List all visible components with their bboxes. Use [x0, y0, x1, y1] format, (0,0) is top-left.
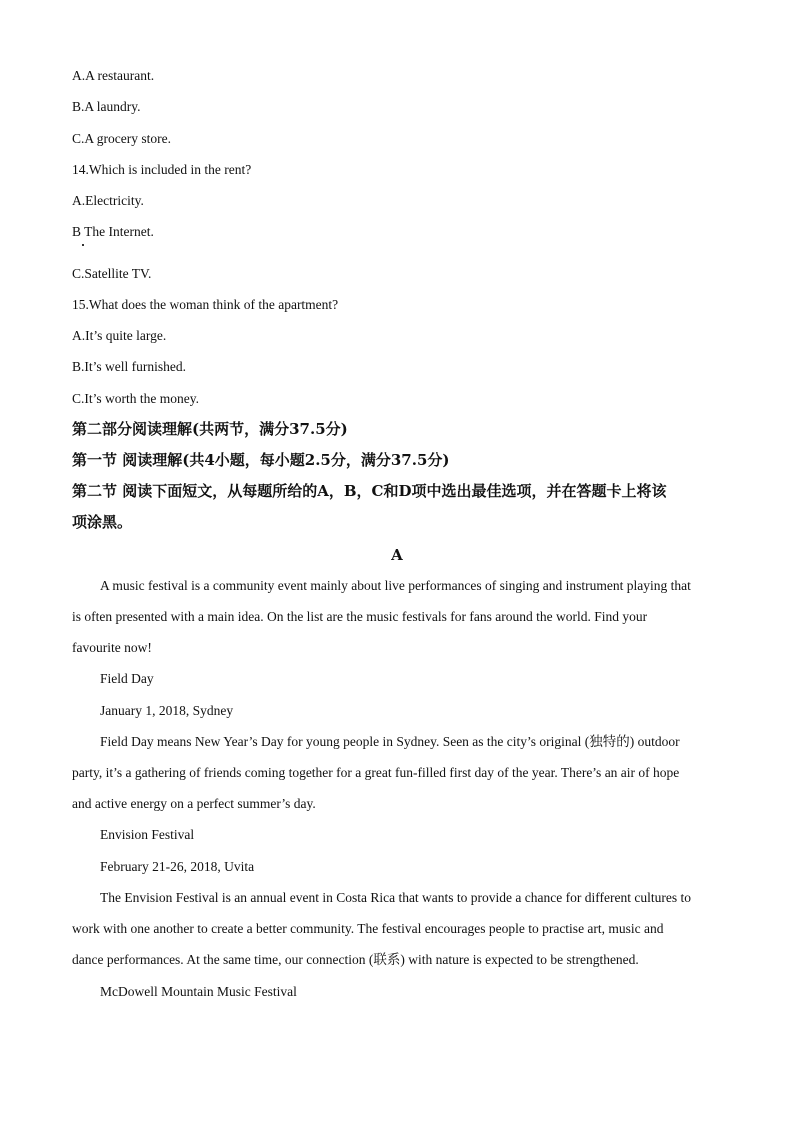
- passage-letter: A: [391, 546, 403, 564]
- q15-stem: 15.What does the woman think of the apartment?: [72, 297, 339, 312]
- q13-option-c: C.A grocery store.: [72, 131, 171, 146]
- passage-intro-line: favourite now!: [72, 640, 152, 655]
- festival-description-line: work with one another to create a better community. The festival encourages people to practise art, music and: [72, 921, 664, 936]
- section2-heading-line1: 第二节 阅读下面短文，从每题所给的A，B，C和D项中选出最佳选项，并在答题卡上将该: [72, 482, 667, 500]
- q15-option-c: C.It’s worth the money.: [72, 391, 199, 406]
- passage-intro-line: is often presented with a main idea. On the list are the music festivals for fans around the world. Find your: [72, 609, 648, 624]
- festival-description-line: and active energy on a perfect summer’s day.: [72, 796, 316, 811]
- festival-date: January 1, 2018, Sydney: [100, 703, 234, 718]
- passage-intro-line: A music festival is a community event mainly about live performances of singing and instrument playing that: [100, 578, 691, 593]
- festival-description-line: dance performances. At the same time, our connection (联系) with nature is expected to be strengthened.: [72, 952, 639, 967]
- festival-description-line: Field Day means New Year’s Day for young people in Sydney. Seen as the city’s original (独特的) outdoor: [100, 734, 680, 749]
- q13-option-a: A.A restaurant.: [72, 68, 155, 83]
- q14-option-c: C.Satellite TV.: [72, 266, 152, 281]
- festival-name: Envision Festival: [100, 827, 195, 842]
- q15-option-a: A.It’s quite large.: [72, 328, 167, 343]
- q14-option-a: A.Electricity.: [72, 193, 144, 208]
- q13-option-b: B.A laundry.: [72, 99, 141, 114]
- festival-name: McDowell Mountain Music Festival: [100, 984, 297, 999]
- section2-heading-line2: 项涂黑。: [72, 513, 133, 531]
- stray-dot-mark: [82, 244, 84, 246]
- q14-stem: 14.Which is included in the rent?: [72, 162, 252, 177]
- festival-description-line: party, it’s a gathering of friends coming together for a great fun-filled first day of the year. There’s an air of hope: [72, 765, 680, 780]
- festival-date: February 21-26, 2018, Uvita: [100, 859, 255, 874]
- q15-option-b: B.It’s well furnished.: [72, 359, 186, 374]
- festival-name: Field Day: [100, 671, 154, 686]
- festival-description-line: The Envision Festival is an annual event in Costa Rica that wants to provide a chance for different cultures to: [100, 890, 691, 905]
- section1-heading: 第一节 阅读理解(共4小题，每小题2.5分，满分37.5分): [72, 451, 450, 469]
- q14-option-b: B The Internet.: [72, 224, 154, 239]
- part2-heading: 第二部分阅读理解(共两节，满分37.5分): [72, 420, 348, 438]
